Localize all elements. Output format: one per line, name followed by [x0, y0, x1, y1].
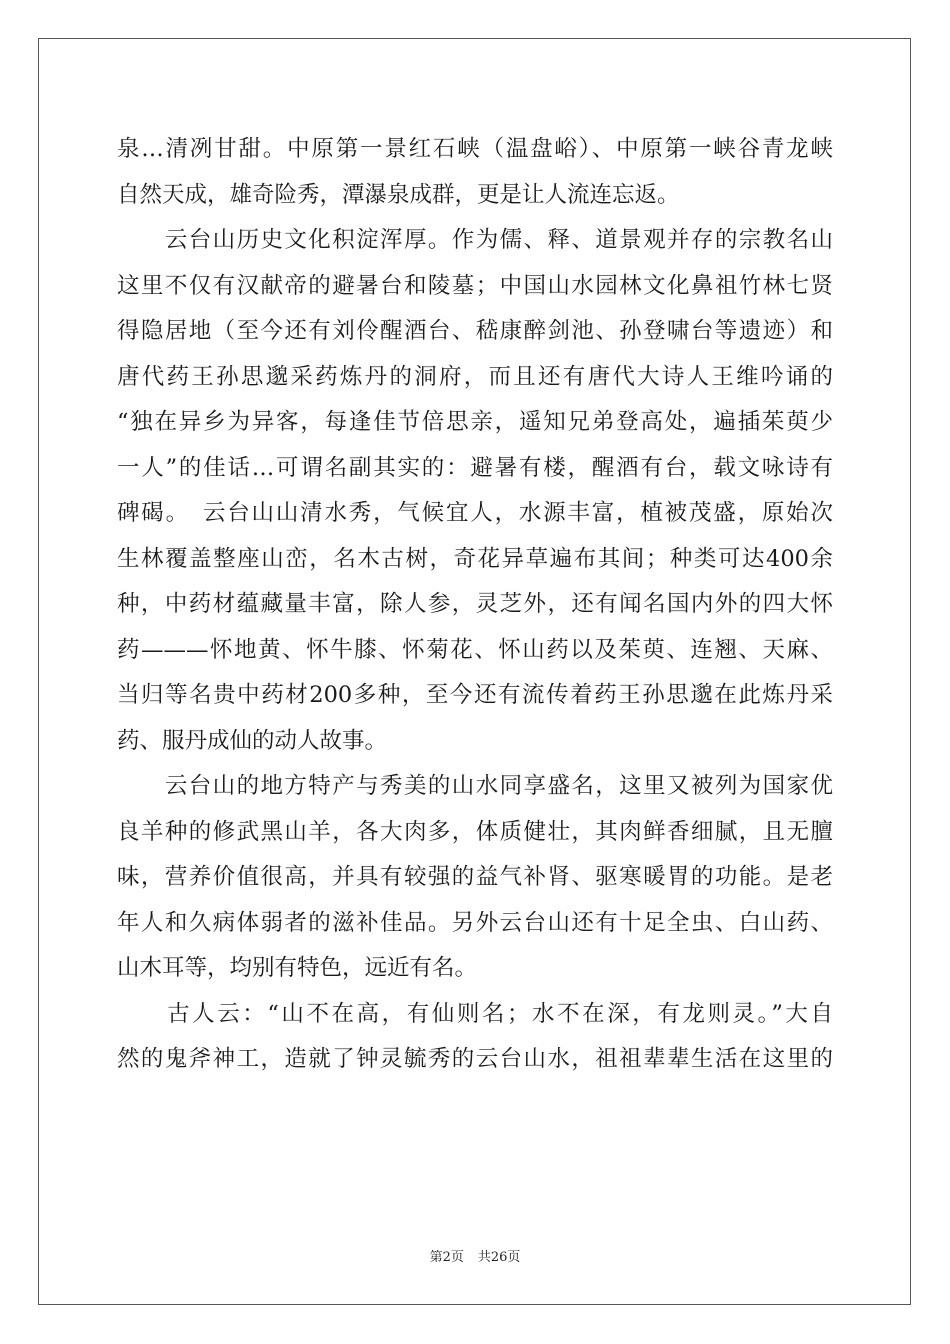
text-line: 这里不仅有汉献帝的避暑台和陵墓；中国山水园林文化鼻祖竹林七贤	[117, 272, 833, 299]
text-line: 自然天成，雄奇险秀，潭瀑泉成群，更是让人流连忘返。	[117, 181, 680, 208]
text-line: 药、服丹成仙的动人故事。	[117, 727, 388, 754]
text-line: 良羊种的修武黑山羊，各大肉多，体质健壮，其肉鲜香细腻，且无膻	[117, 818, 833, 845]
text-line: 云台山的地方特产与秀美的山水同享盛名，这里又被列为国家优	[117, 773, 833, 799]
text-line: 种，中药材蕴藏量丰富，除人参，灵芝外，还有闻名国内外的四大怀	[117, 591, 833, 617]
text-line: “独在异乡为异客，每逢佳节倍思亲，遥知兄弟登高处，遍插茱萸少	[117, 409, 833, 435]
text-line: 古人云：“山不在高，有仙则名；水不在深，有龙则灵。”大自	[117, 1000, 833, 1027]
text-line: 一人”的佳话…可谓名副其实的：避暑有楼，醒酒有台，载文咏诗有	[117, 454, 833, 481]
text-line: 唐代药王孙思邈采药炼丹的洞府，而且还有唐代大诗人王维吟诵的	[117, 363, 833, 390]
text-line: 然的鬼斧神工，造就了钟灵毓秀的云台山水，祖祖辈辈生活在这里的	[117, 1046, 833, 1072]
current-page-number: 第2页	[429, 1250, 464, 1265]
text-line: 泉…清冽甘甜。中原第一景红石峡（温盘峪）、中原第一峡谷青龙峡	[117, 136, 833, 162]
text-line: 年人和久病体弱者的滋补佳品。另外云台山还有十足全虫、白山药、	[117, 909, 833, 936]
page-footer	[0, 1246, 950, 1265]
body-text	[117, 127, 833, 1083]
text-line: 当归等名贵中药材200多种，至今还有流传着药王孙思邈在此炼丹采	[117, 682, 833, 708]
total-page-count: 共26页	[477, 1250, 521, 1265]
text-line: 生林覆盖整座山峦，名木古树，奇花异草遍布其间；种类可达400余	[117, 545, 833, 572]
text-line: 药———怀地黄、怀牛膝、怀菊花、怀山药以及茱萸、连翘、天麻、	[117, 636, 833, 663]
text-line: 味，营养价值很高，并具有较强的益气补肾、驱寒暖胃的功能。是老	[117, 864, 833, 890]
text-line: 碑碣。 云台山山清水秀，气候宜人，水源丰富，植被茂盛，原始次	[117, 500, 833, 526]
text-line: 山木耳等，均别有特色，远近有名。	[117, 955, 478, 981]
text-line: 云台山历史文化积淀浑厚。作为儒、释、道景观并存的宗教名山	[117, 227, 833, 253]
text-line: 得隐居地（至今还有刘伶醒酒台、嵇康醉剑池、孙登啸台等遗迹）和	[117, 318, 833, 344]
